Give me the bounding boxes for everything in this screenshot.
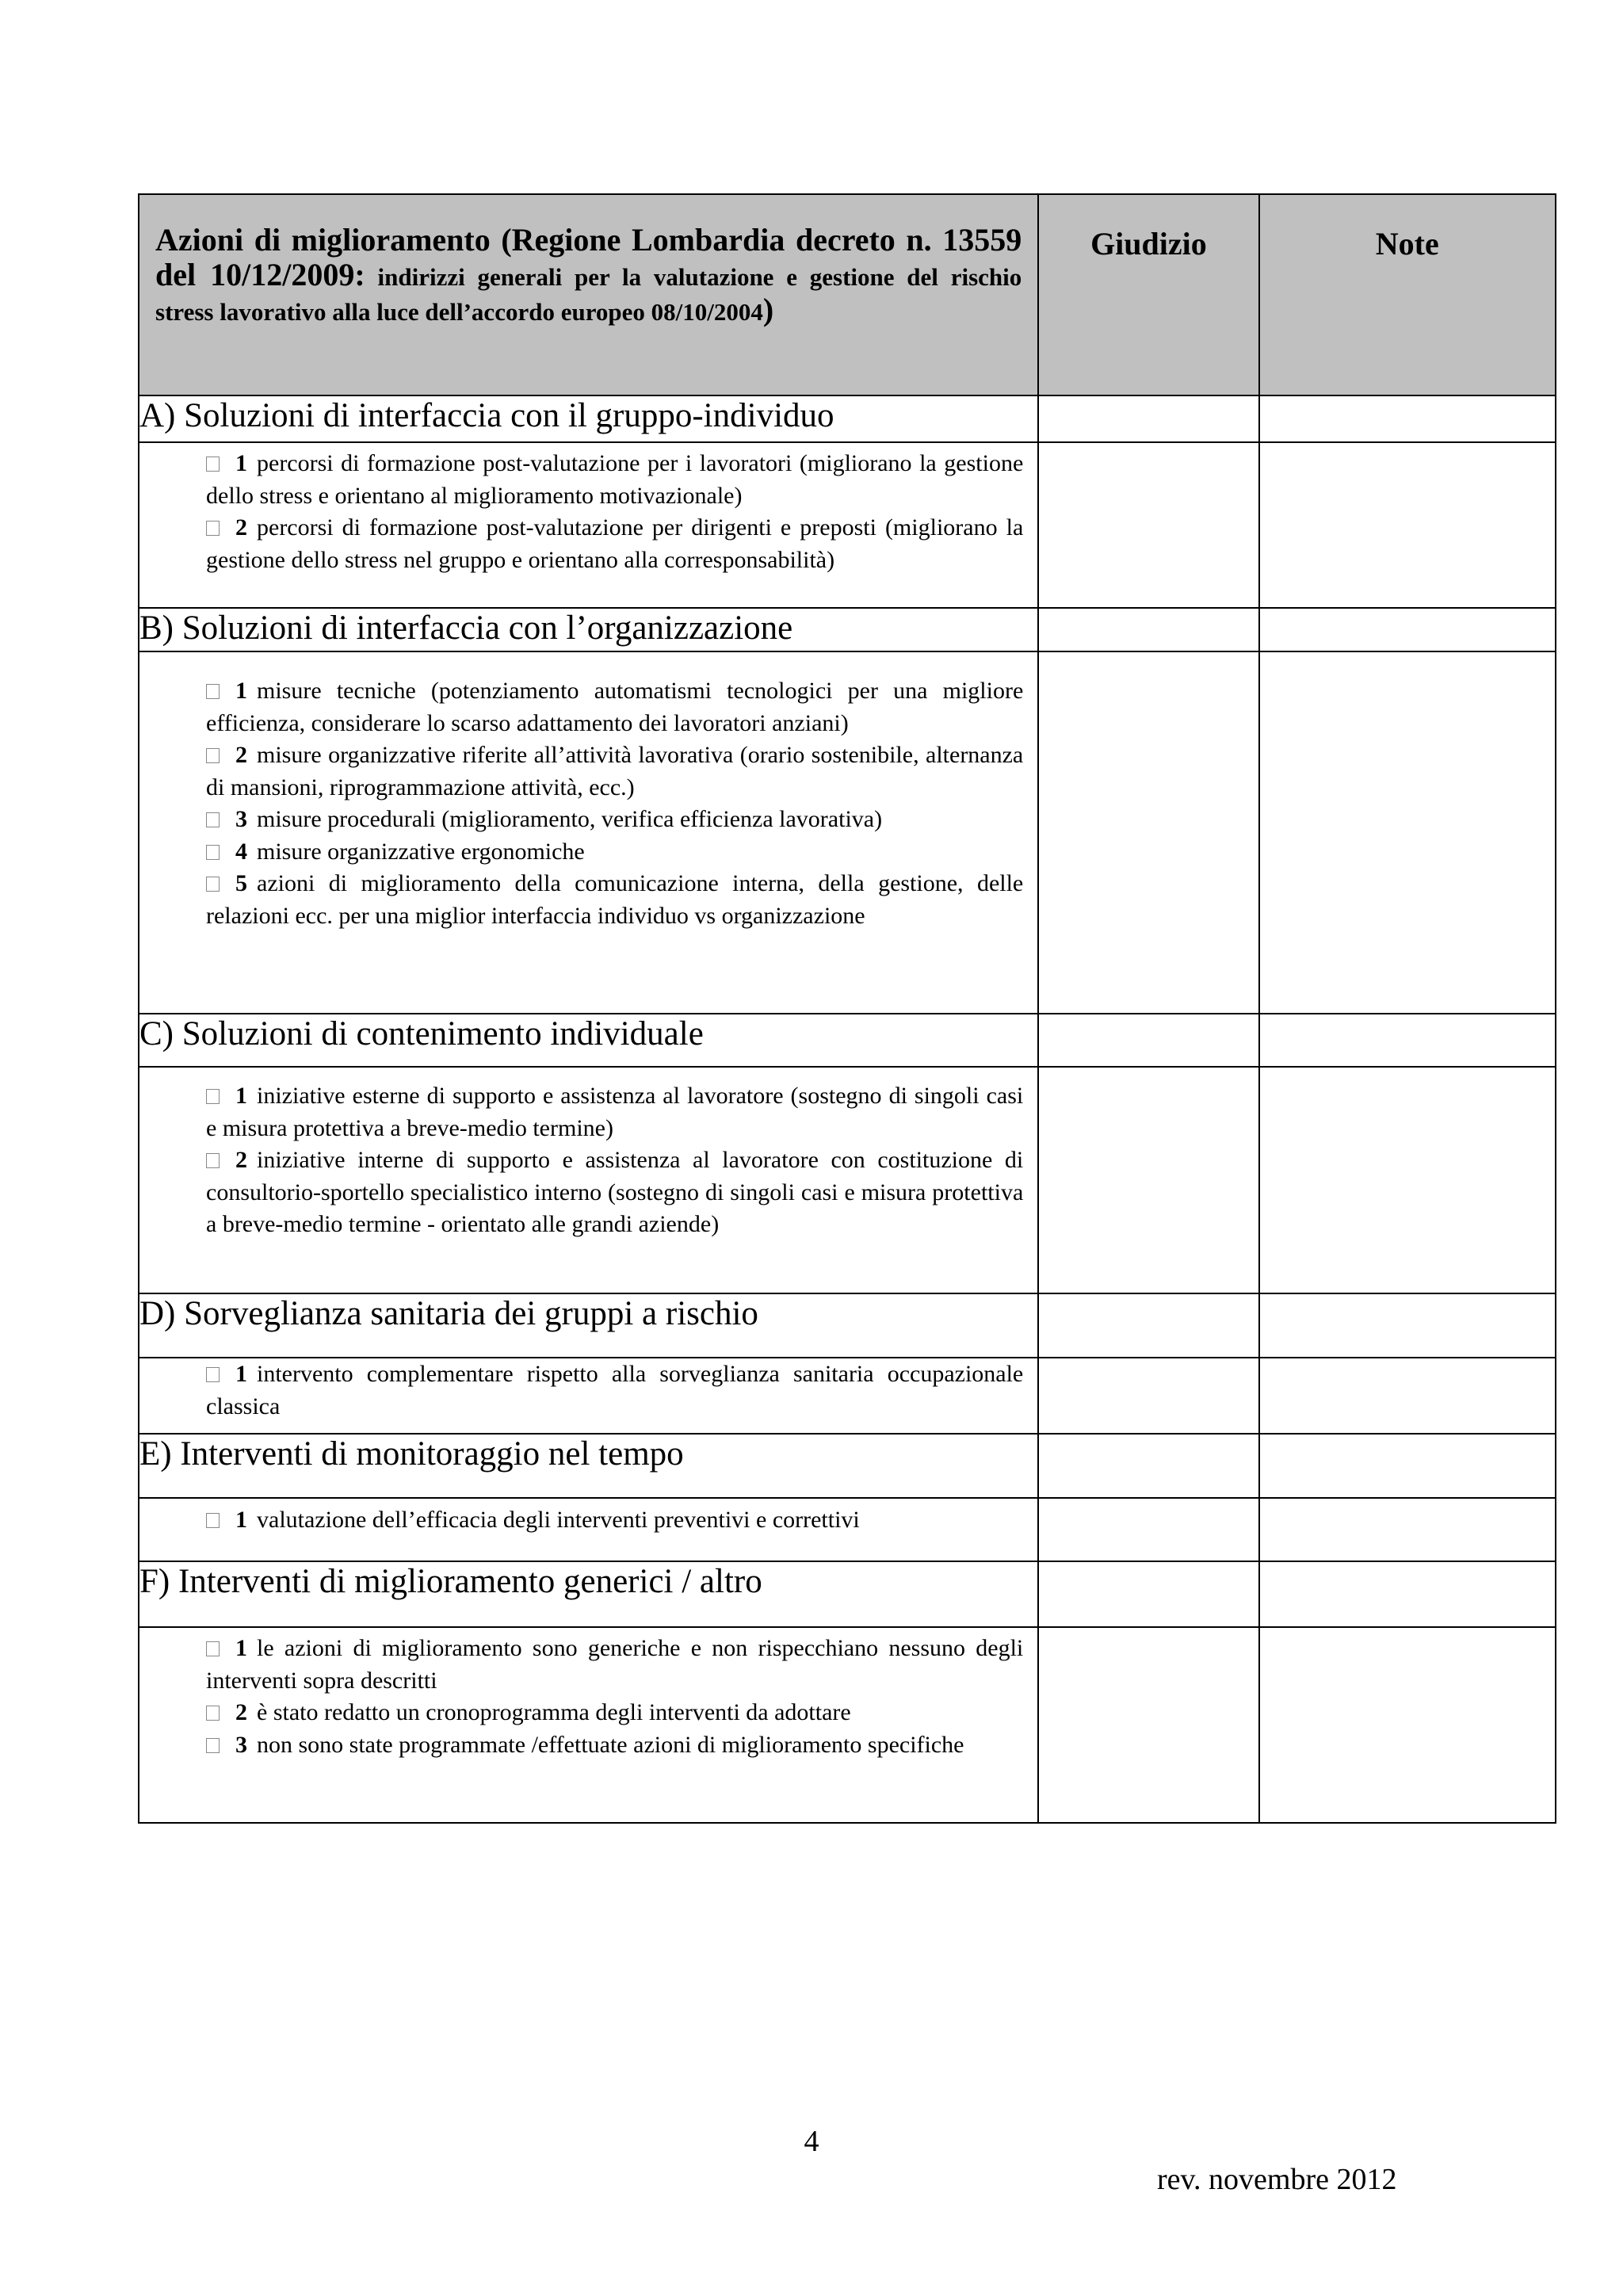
section-header-row [139,608,1556,651]
checkbox-icon[interactable] [206,684,220,699]
checkbox-icon[interactable] [206,521,220,536]
section-title: D) Sorveglianza sanitaria dei gruppi a rischio [139,1293,1038,1358]
item-number: 1 [235,678,247,704]
section-items-cell [139,1498,1038,1561]
item-note-cell[interactable] [1259,1498,1556,1561]
item-note-cell[interactable] [1259,1067,1556,1293]
section-items-row [139,442,1556,608]
revision-note: rev. novembre 2012 [1157,2163,1397,2196]
section-items-cell [139,442,1038,608]
item-text: misure procedurali (miglioramento, verifica efficienza lavorativa) [257,806,883,832]
section-items-row [139,651,1556,1014]
checkbox-icon[interactable] [206,1738,220,1753]
item-giudizio-cell[interactable] [1038,1358,1258,1434]
checkbox-icon[interactable] [206,812,220,827]
sections-body [139,395,1556,1823]
item-text: percorsi di formazione post-valutazione per dirigenti e preposti (migliorano la gestione dello stress nel gruppo e orientano alla corresponsabilità) [206,514,1024,573]
checklist-item [206,1729,1023,1762]
item-text: percorsi di formazione post-valutazione per i lavoratori (migliorano la gestione dello stress e orientano al miglioramento motivazionale) [206,450,1024,509]
checklist [139,1358,1037,1423]
section-items-cell [139,1067,1038,1293]
section-note-cell[interactable] [1259,1561,1556,1627]
item-giudizio-cell[interactable] [1038,1627,1258,1823]
section-items-row [139,1067,1556,1293]
section-title: C) Soluzioni di contenimento individuale [139,1014,1038,1067]
section-giudizio-cell[interactable] [1038,1561,1258,1627]
item-number: 1 [235,1635,247,1661]
checklist-item [206,804,1023,836]
table-header-row [139,194,1556,395]
checklist-item [206,739,1023,804]
item-number: 1 [235,1083,247,1109]
checklist [139,1499,1037,1537]
section-items-cell [139,1627,1038,1823]
checklist [139,443,1037,576]
section-title: A) Soluzioni di interfaccia con il gruppo-individuo [139,395,1038,442]
section-header-row [139,1014,1556,1067]
section-header-row [139,1293,1556,1358]
checkbox-icon[interactable] [206,748,220,763]
checklist-item [206,448,1023,512]
section-giudizio-cell[interactable] [1038,1293,1258,1358]
checklist-item [206,1358,1023,1423]
section-note-cell[interactable] [1259,1434,1556,1498]
header-title-cell [139,194,1038,395]
section-items-cell [139,1358,1038,1434]
checkbox-icon[interactable] [206,1367,220,1382]
section-items-row [139,1358,1556,1434]
checklist [139,1628,1037,1761]
assessment-table [138,193,1556,1824]
checklist-item [206,868,1023,932]
item-text: misure organizzative ergonomiche [257,838,585,865]
section-title: F) Interventi di miglioramento generici / altro [139,1561,1038,1627]
item-text: non sono state programmate /effettuate azioni di miglioramento specifiche [257,1731,964,1758]
checklist-item [206,1080,1023,1144]
item-number: 5 [235,870,247,896]
item-text: è stato redatto un cronoprogramma degli interventi da adottare [257,1699,851,1725]
item-giudizio-cell[interactable] [1038,651,1258,1014]
section-items-row [139,1627,1556,1823]
item-number: 2 [235,1699,247,1725]
item-number: 1 [235,450,247,476]
item-text: azioni di miglioramento della comunicazione interna, della gestione, delle relazioni ecc. per una miglior interfaccia individuo vs organizzazione [206,870,1024,929]
item-number: 3 [235,806,247,832]
page-number: 4 [804,2125,819,2158]
header-note-cell [1259,194,1556,395]
checklist-item [206,1504,1023,1537]
checklist-item [206,512,1023,576]
item-number: 2 [235,1147,247,1173]
checkbox-icon[interactable] [206,1153,220,1168]
column-header-giudizio: Giudizio [1090,226,1207,262]
header-title-close: ) [762,292,774,327]
section-header-row [139,1434,1556,1498]
item-text: iniziative esterne di supporto e assistenza al lavoratore (sostegno di singoli casi e misura protettiva a breve-medio termine) [206,1083,1024,1141]
checklist-item [206,836,1023,869]
item-number: 4 [235,838,247,865]
section-note-cell[interactable] [1259,395,1556,442]
item-note-cell[interactable] [1259,1627,1556,1823]
item-giudizio-cell[interactable] [1038,442,1258,608]
item-number: 2 [235,514,247,541]
checkbox-icon[interactable] [206,1641,220,1656]
item-giudizio-cell[interactable] [1038,1067,1258,1293]
section-items-row [139,1498,1556,1561]
section-note-cell[interactable] [1259,1293,1556,1358]
section-note-cell[interactable] [1259,608,1556,651]
header-title [139,195,1037,328]
item-note-cell[interactable] [1259,1358,1556,1434]
item-text: valutazione dell’efficacia degli interventi preventivi e correttivi [257,1507,860,1533]
checkbox-icon[interactable] [206,845,220,860]
item-text: misure tecniche (potenziamento automatismi tecnologici per una migliore efficienza, considerare lo scarso adattamento dei lavoratori anziani) [206,678,1024,736]
checklist-item [206,1697,1023,1729]
section-note-cell[interactable] [1259,1014,1556,1067]
section-giudizio-cell[interactable] [1038,608,1258,651]
item-giudizio-cell[interactable] [1038,1498,1258,1561]
checklist-item [206,1144,1023,1241]
header-title-main: Azioni di miglioramento (Regione Lombardia decreto n. 13559 del 10/12/2009: [155,222,1022,292]
checkbox-icon[interactable] [206,877,220,892]
section-title: E) Interventi di monitoraggio nel tempo [139,1434,1038,1498]
checklist [139,652,1037,932]
column-header-note: Note [1375,226,1439,262]
item-note-cell[interactable] [1259,442,1556,608]
checkbox-icon[interactable] [206,1089,220,1104]
header-title-rest: indirizzi generali per la valutazione e gestione del rischio stress lavorativo alla luce dell’accordo europeo 08/10/2004 [155,263,1022,326]
checklist-item [206,675,1023,739]
item-number: 2 [235,742,247,768]
section-header-row [139,1561,1556,1627]
section-header-row [139,395,1556,442]
checklist [139,1068,1037,1241]
section-giudizio-cell[interactable] [1038,395,1258,442]
section-title: B) Soluzioni di interfaccia con l’organizzazione [139,608,1038,651]
item-text: intervento complementare rispetto alla sorveglianza sanitaria occupazionale classica [206,1361,1024,1419]
section-items-cell [139,651,1038,1014]
item-number: 3 [235,1731,247,1758]
item-text: le azioni di miglioramento sono generiche e non rispecchiano nessuno degli interventi sopra descritti [206,1635,1024,1694]
checkbox-icon[interactable] [206,1706,220,1721]
item-number: 1 [235,1361,247,1387]
section-giudizio-cell[interactable] [1038,1434,1258,1498]
checkbox-icon[interactable] [206,457,220,472]
section-giudizio-cell[interactable] [1038,1014,1258,1067]
item-number: 1 [235,1507,247,1533]
item-note-cell[interactable] [1259,651,1556,1014]
checklist-item [206,1633,1023,1697]
checkbox-icon[interactable] [206,1513,220,1528]
item-text: misure organizzative riferite all’attività lavorativa (orario sostenibile, alternanza di mansioni, riprogrammazione attività, ecc.) [206,742,1024,800]
item-text: iniziative interne di supporto e assistenza al lavoratore con costituzione di consultorio-sportello specialistico interno (sostegno di singoli casi e misura protettiva a breve-medio termine - orientato alle grandi aziende) [206,1147,1024,1237]
header-giudizio-cell [1038,194,1258,395]
